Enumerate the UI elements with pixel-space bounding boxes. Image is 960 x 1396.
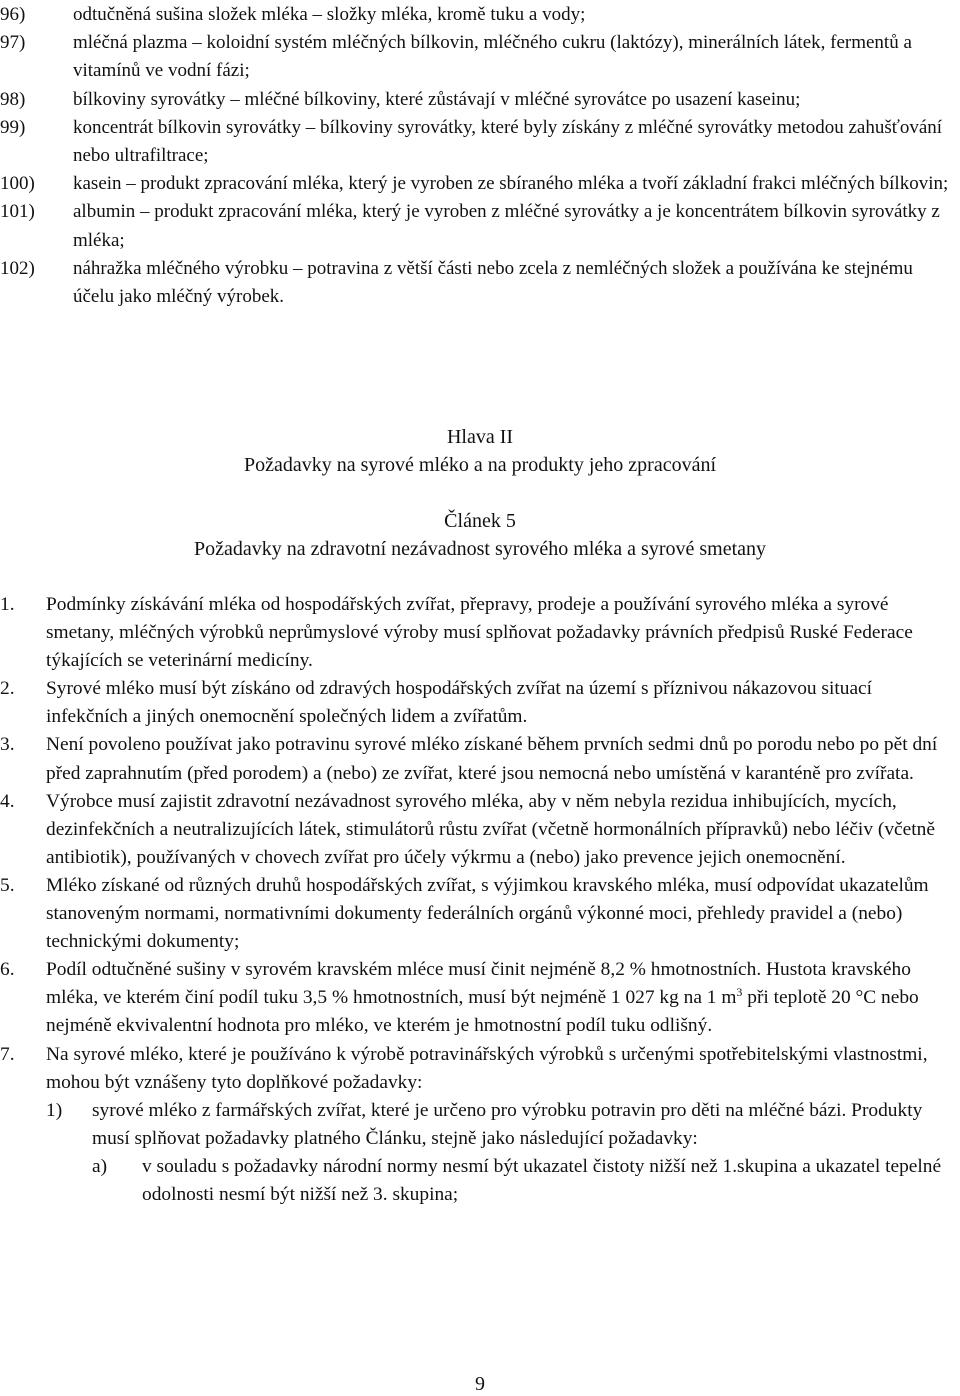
paragraph-text: Není povoleno používat jako potravinu syrové mléko získané během prvních sedmi dnů po porodu nebo po pět dní před zaprahnutím (před porodem) a (nebo) ze zvířat, které jsou nemocná nebo umístěná v karanténě pro zvířata. xyxy=(46,734,938,784)
definitions-list xyxy=(0,1,950,311)
paragraph-text: Syrové mléko musí být získáno od zdravých hospodářských zvířat na území s příznivou nákazovou situací infekčních a jiných onemocnění společných lidem a zvířatům. xyxy=(46,678,873,728)
article-title: Požadavky na zdravotní nezávadnost syrového mléka a syrové smetany xyxy=(193,538,767,560)
paragraph-number: 7. xyxy=(0,1043,15,1065)
paragraph-text: Na syrové mléko, které je používáno k výrobě potravinářských výrobků s určenými spotřebitelskými vlastnostmi, mohou být vznášeny tyto doplňkové požadavky: xyxy=(46,1043,928,1093)
paragraph-item xyxy=(0,675,958,731)
paragraph-text: Výrobce musí zajistit zdravotní nezávadnost syrového mléka, aby v něm nebyla rezidua inhibujících, mycích, dezinfekčních a neutralizujících látek, stimulátorů růstu zvířat (včetně hormonálních přípravků) nebo léčiv (včetně antibiotik), používaných v chovech zvířat pro účely výkrmu a (nebo) jako prevence jejich onemocnění. xyxy=(46,790,935,868)
article-paragraphs xyxy=(0,591,958,1209)
chapter-heading: Hlava II xyxy=(446,426,514,448)
paragraph-number: 1. xyxy=(0,594,15,615)
definition-item xyxy=(0,29,950,85)
definition-item xyxy=(0,198,950,254)
definition-number: 99) xyxy=(0,116,26,138)
definition-number: 98) xyxy=(0,88,26,110)
paragraph-item xyxy=(0,591,958,675)
paragraph-number: 2. xyxy=(0,678,15,700)
definition-text: odtučněná sušina složek mléka – složky mléka, kromě tuku a vody; xyxy=(73,4,586,25)
paragraph-item xyxy=(0,956,958,1040)
paragraph-number: 3. xyxy=(0,734,15,756)
definition-number: 100) xyxy=(0,173,35,195)
paragraph-text-part: Podíl odtučněné sušiny v syrovém kravském mléce musí činit nejméně 8,2 % hmotnostních. Hustota kravského mléka, ve kterém činí podíl tuku 3,5 % hmotnostních, musí být nejméně 1 027 kg na 1 m xyxy=(46,959,911,1009)
paragraph-item xyxy=(0,788,958,872)
definition-item xyxy=(0,86,950,114)
definition-text: bílkoviny syrovátky – mléčné bílkoviny, které zůstávají v mléčné syrovátce po usazení kaseinu; xyxy=(73,88,801,110)
definition-text: mléčná plazma – koloidní systém mléčných bílkovin, mléčného cukru (laktózy), minerálních látek, fermentů a vitamínů ve vodní fázi; xyxy=(73,32,912,82)
sub-item-number: 1) xyxy=(46,1099,63,1121)
paragraph-number: 5. xyxy=(0,874,15,896)
sub-sub-item-number: a) xyxy=(92,1155,108,1177)
definition-number: 96) xyxy=(0,4,26,25)
definition-text: albumin – produkt zpracování mléka, který je vyroben z mléčné syrovátky a je koncentrátem bílkovin syrovátky z mléka; xyxy=(73,201,940,251)
chapter-title: Požadavky na syrové mléko a na produkty jeho zpracování xyxy=(243,454,717,476)
definition-item xyxy=(0,255,950,311)
definition-number: 101) xyxy=(0,201,35,223)
page-number: 9 xyxy=(475,1373,485,1395)
definition-text: koncentrát bílkovin syrovátky – bílkoviny syrovátky, které byly získány z mléčné syrovátky metodou zahušťování nebo ultrafiltrace; xyxy=(73,116,943,167)
paragraph-text: Podmínky získávání mléka od hospodářských zvířat, přepravy, prodeje a používání syrového mléka a syrové smetany, mléčných výrobků neprůmyslové výroby musí splňovat požadavky právních předpisů Ruské Federace týkajících se veterinární medicíny. xyxy=(46,594,913,672)
paragraph-item xyxy=(0,1041,958,1097)
definition-number: 102) xyxy=(0,257,35,279)
paragraph-text: Mléko získané od různých druhů hospodářských zvířat, s výjimkou kravského mléka, musí odpovídat ukazatelům stanoveným normami, normativními dokumenty federálních orgánů výkonné moci, přehledy pravidel a (nebo) technickými dokumenty; xyxy=(46,874,929,953)
definition-item xyxy=(0,114,950,170)
sub-sub-item-text: v souladu s požadavky národní normy nesmí být ukazatel čistoty nižší než 1.skupina a ukazatel tepelné odolnosti nesmí být nižší než 3. skupina; xyxy=(142,1155,942,1205)
paragraph-text-part: při teplotě 20 °C nebo nejméně ekvivalentní hodnota pro mléko, ve kterém je hmotnostní podíl tuku odlišný. xyxy=(46,987,919,1037)
definition-text: kasein – produkt zpracování mléka, který je vyroben ze sbíraného mléka a tvoří základní frakci mléčných bílkovin; xyxy=(73,173,949,195)
sub-sub-item xyxy=(92,1153,958,1209)
paragraph-item xyxy=(0,872,958,956)
definition-item xyxy=(0,170,950,198)
sub-item xyxy=(46,1097,958,1153)
paragraph-item xyxy=(0,731,958,787)
definition-item xyxy=(0,1,950,29)
sub-item-text: syrové mléko z farmářských zvířat, které je určeno pro výrobku potravin pro děti na mléčné bázi. Produkty musí splňovat požadavky platného Článku, stejně jako následující požadavky: xyxy=(92,1099,923,1149)
paragraph-text xyxy=(46,956,958,1040)
paragraph-number: 4. xyxy=(0,790,15,812)
article-heading: Článek 5 xyxy=(444,510,516,532)
definition-text: náhražka mléčného výrobku – potravina z větší části nebo zcela z nemléčných složek a používána ke stejnému účelu jako mléčný výrobek. xyxy=(73,257,913,308)
superscript: 3 xyxy=(736,985,743,1000)
definition-number: 97) xyxy=(0,32,26,54)
paragraph-number: 6. xyxy=(0,959,15,981)
